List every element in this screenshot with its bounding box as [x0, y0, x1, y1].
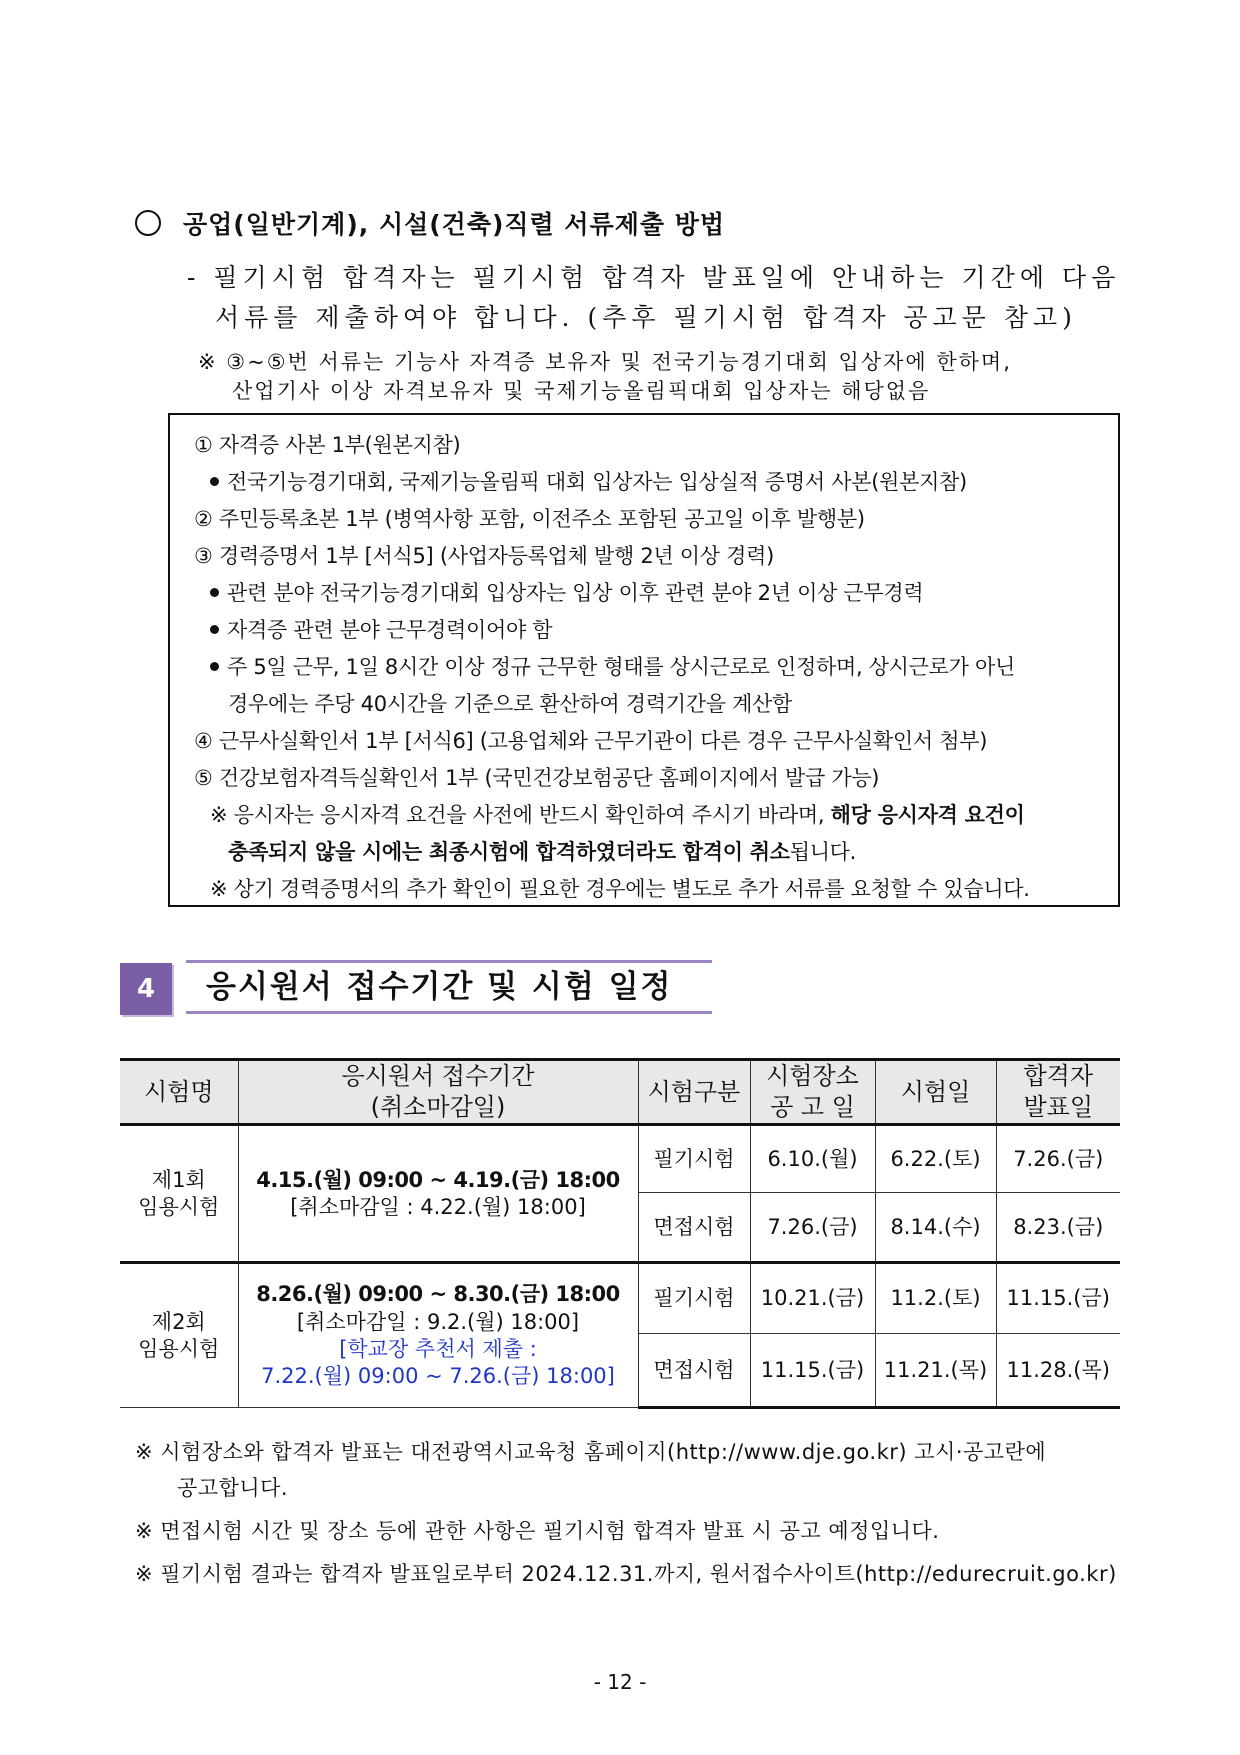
- result-date-cell: 8.23.(금): [996, 1193, 1120, 1263]
- doc-item-2: ② 주민등록초본 1부 (병역사항 포함, 이전주소 포함된 공고일 이후 발행분): [194, 507, 865, 531]
- header-exam-date: 시험일: [875, 1060, 996, 1125]
- footnote-1: ※ 시험장소와 합격자 발표는 대전광역시교육청 홈페이지(http://www.dje.go.kr) 고시·공고란에: [135, 1440, 1047, 1464]
- header-exam-name: 시험명: [120, 1060, 238, 1125]
- note-line-2: 산업기사 이상 자격보유자 및 국제기능올림픽대회 입상자는 해당없음: [232, 379, 931, 403]
- table-header-row: [120, 1060, 1120, 1125]
- header-exam-type: 시험구분: [638, 1060, 750, 1125]
- page-number: - 12 -: [593, 1670, 647, 1694]
- bullet-icon: [210, 477, 219, 486]
- table-row: [120, 1263, 1120, 1334]
- doc-item-4: ④ 근무사실확인서 1부 [서식6] (고용업체와 근무기관이 다른 경우 근무사실확인서 첨부): [194, 729, 988, 753]
- schedule-table: [120, 1058, 1120, 1409]
- venue-date-cell: 10.21.(금): [750, 1263, 875, 1334]
- doc-item-3: ③ 경력증명서 1부 [서식5] (사업자등록업체 발행 2년 이상 경력): [194, 544, 774, 568]
- footnote-1-cont: 공고합니다.: [177, 1476, 289, 1500]
- table-row: [120, 1125, 1120, 1193]
- bullet-icon: [210, 625, 219, 634]
- bullet-icon: [210, 662, 219, 671]
- doc-item-1: ① 자격증 사본 1부(원본지참): [194, 433, 461, 457]
- note-line-1: ※ ③~⑤번 서류는 기능사 자격증 보유자 및 전국기능경기대회 입상자에 한하며,: [198, 350, 1012, 374]
- exam-type-cell: 필기시험: [638, 1125, 750, 1193]
- exam-name-cell: 제1회 임용시험: [120, 1125, 238, 1263]
- result-date-cell: 7.26.(금): [996, 1125, 1120, 1193]
- header-venue-date: 시험장소 공 고 일: [750, 1060, 875, 1125]
- doc-bullet-1: 전국기능경기대회, 국제기능올림픽 대회 입상자는 입상실적 증명서 사본(원본지참): [210, 466, 967, 496]
- exam-date-cell: 11.2.(토): [875, 1263, 996, 1334]
- venue-date-cell: 7.26.(금): [750, 1193, 875, 1263]
- exam-date-cell: 6.22.(토): [875, 1125, 996, 1193]
- section-title: 공업(일반기계), 시설(건축)직렬 서류제출 방법: [135, 205, 725, 241]
- footnote-2: ※ 면접시험 시간 및 장소 등에 관한 사항은 필기시험 합격자 발표 시 공고 예정입니다.: [135, 1519, 940, 1543]
- venue-date-cell: 6.10.(월): [750, 1125, 875, 1193]
- footnote-3: ※ 필기시험 결과는 합격자 발표일로부터 2024.12.31.까지, 원서접수사이트(http://edurecruit.go.kr): [135, 1562, 1117, 1586]
- result-date-cell: 11.15.(금): [996, 1263, 1120, 1334]
- doc-note-a: ※ 응시자는 응시자격 요건을 사전에 반드시 확인하여 주시기 바라며, 해당 응시자격 요건이: [210, 803, 1025, 827]
- recommendation-note: [학교장 추천서 제출 :: [339, 1336, 537, 1361]
- instruction-line-2: 서류를 제출하여야 합니다. (추후 필기시험 합격자 공고문 참고): [215, 303, 1077, 332]
- bullet-icon: [210, 588, 219, 597]
- section-number: 4: [120, 963, 172, 1015]
- doc-note-c: ※ 상기 경력증명서의 추가 확인이 필요한 경우에는 별도로 추가 서류를 요청할 수 있습니다.: [210, 877, 1030, 901]
- doc-note-b: 충족되지 않을 시에는 최종시험에 합격하였더라도 합격이 취소됩니다.: [228, 840, 857, 864]
- header-application-period: 응시원서 접수기간 (취소마감일): [238, 1060, 638, 1125]
- exam-type-cell: 면접시험: [638, 1193, 750, 1263]
- exam-date-cell: 8.14.(수): [875, 1193, 996, 1263]
- exam-date-cell: 11.21.(목): [875, 1334, 996, 1408]
- exam-type-cell: 필기시험: [638, 1263, 750, 1334]
- recommendation-period: 7.22.(월) 09:00 ~ 7.26.(금) 18:00]: [261, 1364, 615, 1389]
- exam-type-cell: 면접시험: [638, 1334, 750, 1408]
- venue-date-cell: 11.15.(금): [750, 1334, 875, 1408]
- circle-bullet-icon: [135, 210, 161, 236]
- doc-item-5: ⑤ 건강보험자격득실확인서 1부 (국민건강보험공단 홈페이지에서 발급 가능): [194, 766, 880, 790]
- doc-bullet-4: 주 5일 근무, 1일 8시간 이상 정규 근무한 형태를 상시근로로 인정하며, 상시근로가 아닌: [210, 651, 1015, 681]
- period-cell: 8.26.(월) 09:00 ~ 8.30.(금) 18:00 [취소마감일 : 9.2.(월) 18:00] [학교장 추천서 제출 : 7.22.(월) 09:00 ~ 7.26.(금) 18:00]: [238, 1263, 638, 1408]
- section4-title: 응시원서 접수기간 및 시험 일정: [186, 960, 712, 1014]
- documents-box: [168, 413, 1120, 907]
- result-date-cell: 11.28.(목): [996, 1334, 1120, 1408]
- exam-name-cell: 제2회 임용시험: [120, 1263, 238, 1408]
- doc-bullet-4-cont: 경우에는 주당 40시간을 기준으로 환산하여 경력기간을 계산함: [228, 692, 793, 716]
- period-cell: 4.15.(월) 09:00 ~ 4.19.(금) 18:00 [취소마감일 : 4.22.(월) 18:00]: [238, 1125, 638, 1263]
- header-result-date: 합격자 발표일: [996, 1060, 1120, 1125]
- doc-bullet-3: 자격증 관련 분야 근무경력이어야 함: [210, 614, 552, 644]
- instruction-line-1: - 필기시험 합격자는 필기시험 합격자 발표일에 안내하는 기간에 다음: [187, 263, 1121, 292]
- doc-bullet-2: 관련 분야 전국기능경기대회 입상자는 입상 이후 관련 분야 2년 이상 근무경력: [210, 577, 923, 607]
